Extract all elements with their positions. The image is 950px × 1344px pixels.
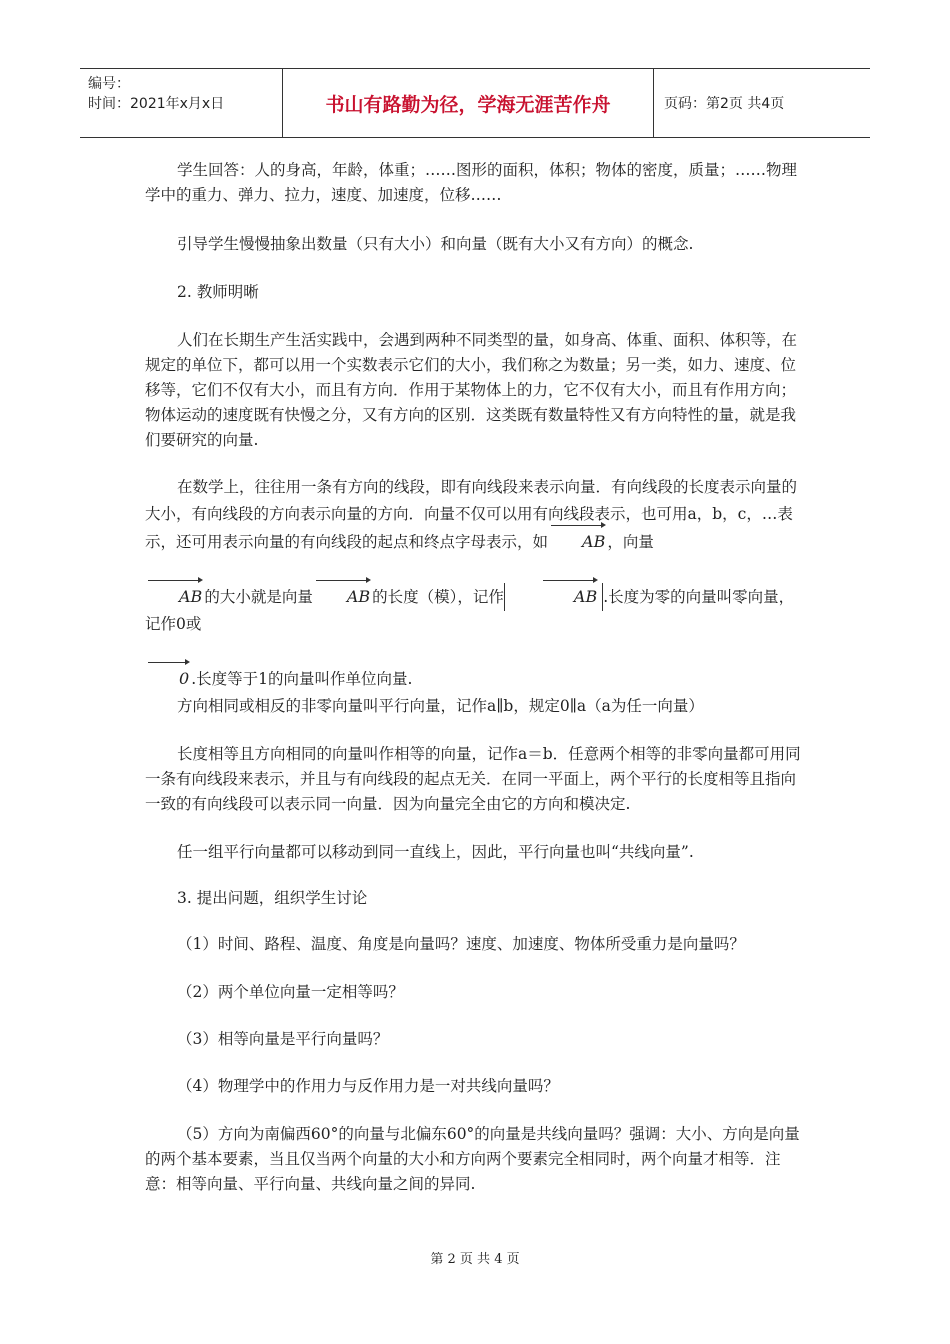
- question-1: [145, 932, 805, 957]
- text-p6: 长度相等且方向相同的向量叫作相等的向量，记作a＝b．任意两个相等的非零向量都可用同一条有向线段来表示，并且与有向线段的起点无关．在同一平面上，两个平行的长度相等且指向一致的有向线段可以表示同一向量．因为向量完全由它的方向和模决定.: [145, 745, 801, 813]
- text-p4c: 的大小就是向量: [204, 588, 313, 606]
- text-p2: 引导学生慢慢抽象出数量（只有大小）和向量（既有大小又有方向）的概念.: [177, 235, 694, 253]
- paragraph-representation: [145, 474, 805, 693]
- time-label: 时间：2021年x月x日: [88, 96, 225, 112]
- text-p4b: ，向量: [607, 533, 654, 551]
- header-meta: [80, 69, 282, 137]
- header-page-info: 页码：第2页 共4页: [664, 96, 785, 112]
- text-p4f: .长度等于1的向量叫作单位向量.: [191, 670, 413, 688]
- text-p5: 方向相同或相反的非零向量叫平行向量，记作a∥b，规定0∥a（a为任一向量）: [177, 697, 704, 715]
- text-p1: 学生回答：人的身高，年龄，体重；……图形的面积，体积；物体的密度，质量；……物理学中的重力、弹力、拉力，速度、加速度，位移……: [145, 161, 798, 204]
- paragraph-collinear: [145, 840, 805, 865]
- text-p4: [145, 474, 805, 693]
- text-q2: （2）两个单位向量一定相等吗？: [177, 983, 404, 1001]
- paragraph-parallel: [145, 694, 805, 719]
- vector-ab-symbol: AB: [548, 528, 607, 555]
- code-label: 编号：: [88, 76, 130, 92]
- heading-teacher-clarify: [145, 280, 805, 305]
- vector-modulus: [504, 583, 603, 611]
- paragraph-concept: [145, 328, 805, 453]
- paragraph-student-answer: [145, 158, 805, 208]
- header-motto: 书山有路勤为径，学海无涯苦作舟: [282, 69, 654, 137]
- document-header: [80, 68, 870, 138]
- paragraph-guide: [145, 232, 805, 257]
- page-footer: 第 2 页 共 4 页: [430, 1252, 520, 1267]
- text-q1: （1）时间、路程、温度、角度是向量吗？速度、加速度、物体所受重力是向量吗？: [177, 935, 745, 953]
- heading-questions: [145, 886, 805, 911]
- question-3: [145, 1027, 805, 1052]
- question-2: [145, 980, 805, 1005]
- text-q3: （3）相等向量是平行向量吗？: [177, 1030, 389, 1048]
- question-5: [145, 1122, 805, 1197]
- text-p7: 任一组平行向量都可以移动到同一直线上，因此，平行向量也叫“共线向量”.: [177, 843, 694, 861]
- vector-ab-symbol: AB: [313, 583, 372, 610]
- question-4: [145, 1074, 805, 1099]
- text-p4d: 的长度（模），记作: [372, 588, 504, 606]
- vector-ab-symbol: AB: [540, 583, 599, 610]
- text-h3: 3. 提出问题，组织学生讨论: [177, 889, 368, 907]
- text-p3: 人们在长期生产生活实践中，会遇到两种不同类型的量，如身高、体重、面积、体积等，在规定的单位下，都可以用一个实数表示它们的大小，我们称之为数量；另一类，如力、速度、位移等，它们不仅有大小，而且有方向．作用于某物体上的力，它不仅有大小，而且有作用方向；物体运动的速度既有快慢之分，又有方向的区别．这类既有数量特性又有方向特性的量，就是我们要研究的向量.: [145, 331, 798, 449]
- zero-vector-symbol: 0: [145, 665, 191, 692]
- text-q5: （5）方向为南偏西60°的向量与北偏东60°的向量是共线向量吗？强调：大小、方向是向量的两个基本要素，当且仅当两个向量的大小和方向两个要素完全相同时，两个向量才相等．注意：相等向量、平行向量、共线向量之间的异同.: [145, 1125, 800, 1193]
- text-p4a: 在数学上，往往用一条有方向的线段，即有向线段来表示向量．有向线段的长度表示向量的大小，有向线段的方向表示向量的方向．向量不仅可以用有向线段表示，也可用a，b，c，…表示，还可用表示向量的有向线段的起点和终点字母表示，如: [145, 478, 798, 551]
- paragraph-equal: [145, 742, 805, 817]
- text-q4: （4）物理学中的作用力与反作用力是一对共线向量吗？: [177, 1077, 559, 1095]
- vector-ab-symbol: AB: [145, 583, 204, 610]
- text-p4e: .长度为零的向量叫零向量，记作0或: [145, 588, 795, 633]
- text-h2: 2. 教师明晰: [177, 283, 259, 301]
